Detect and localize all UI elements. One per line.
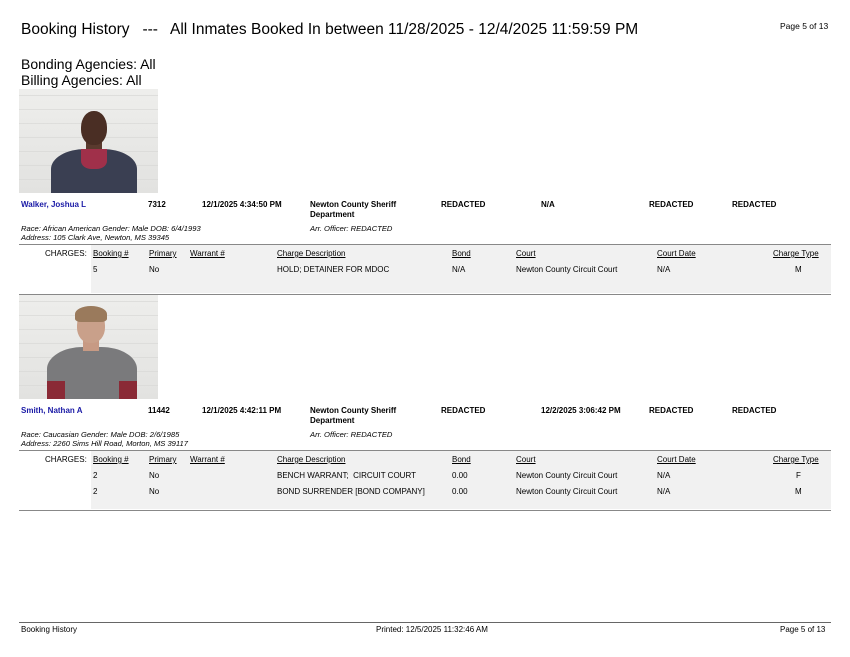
col-charge-type: Charge Type [773,249,819,258]
col-court: Court [516,455,536,464]
release-datetime: N/A [541,200,555,209]
charge-description: BENCH WARRANT; CIRCUIT COURT [277,471,416,480]
inmate-id: 11442 [148,406,170,415]
redacted-field-4: REDACTED [732,406,777,415]
charge-booking-no: 5 [93,265,98,274]
col-primary: Primary [149,455,177,464]
charges-label: CHARGES: [45,455,87,464]
col-charge-type: Charge Type [773,455,819,464]
col-primary: Primary [149,249,177,258]
charge-type: M [795,487,802,496]
charge-bond: 0.00 [452,487,468,496]
footer-divider [19,622,831,623]
redacted-field-4: REDACTED [732,200,777,209]
charge-court-date: N/A [657,265,671,274]
booking-datetime: 12/1/2025 4:42:11 PM [202,406,282,415]
arresting-agency [310,200,396,219]
inmate-demographics: Race: Caucasian Gender: Male DOB: 2/6/1985 [21,430,180,439]
charge-court: Newton County Circuit Court [516,487,618,496]
charge-primary: No [149,471,160,480]
inmate-demographics: Race: African American Gender: Male DOB: 6/4/1993 [21,224,201,233]
inmate-address: Address: 105 Clark Ave, Newton, MS 39345 [21,233,170,242]
col-charge-description: Charge Description [277,455,346,464]
col-bond: Bond [452,249,471,258]
agency-line-2: Department [310,209,355,219]
footer-page-number: Page 5 of 13 [780,625,826,634]
col-bond: Bond [452,455,471,464]
charge-bond: 0.00 [452,471,468,480]
charge-booking-no: 2 [93,487,98,496]
inmate-id: 7312 [148,200,166,209]
charge-type: F [796,471,801,480]
redacted-field-3: REDACTED [649,406,694,415]
inmate-address: Address: 2260 Sims Hill Road, Morton, MS 39117 [21,439,188,448]
col-warrant: Warrant # [190,455,225,464]
col-booking-no: Booking # [93,249,129,258]
inmate-photo-smith [19,295,158,399]
col-court-date: Court Date [657,455,696,464]
charge-court: Newton County Circuit Court [516,265,618,274]
footer-printed-timestamp: Printed: 12/5/2025 11:32:46 AM [376,625,488,634]
charge-description: HOLD; DETAINER FOR MDOC [277,265,390,274]
agency-line-2: Department [310,415,355,425]
arresting-agency [310,406,396,425]
charge-court-date: N/A [657,471,671,480]
charges-label: CHARGES: [45,249,87,258]
charge-type: M [795,265,802,274]
bonding-agencies-filter: Bonding Agencies: All [21,56,156,72]
charge-primary: No [149,487,160,496]
redacted-field-3: REDACTED [649,200,694,209]
section-divider [19,510,831,511]
charge-court: Newton County Circuit Court [516,471,618,480]
redacted-field-1: REDACTED [441,406,486,415]
col-booking-no: Booking # [93,455,129,464]
charge-description: BOND SURRENDER [BOND COMPANY] [277,487,425,496]
col-court-date: Court Date [657,249,696,258]
booking-datetime: 12/1/2025 4:34:50 PM [202,200,282,209]
arresting-officer: Arr. Officer: REDACTED [310,224,393,233]
report-title: Booking History --- All Inmates Booked In between 11/28/2025 - 12/4/2025 11:59:59 PM [21,21,639,38]
charge-booking-no: 2 [93,471,98,480]
inmate-name-link[interactable]: Smith, Nathan A [21,406,83,415]
inmate-name-link[interactable]: Walker, Joshua L [21,200,87,209]
col-warrant: Warrant # [190,249,225,258]
col-charge-description: Charge Description [277,249,346,258]
footer-report-name: Booking History [21,625,78,634]
redacted-field-1: REDACTED [441,200,486,209]
charge-court-date: N/A [657,487,671,496]
agency-line-1: Newton County Sheriff [310,200,397,209]
page-number-top: Page 5 of 13 [780,21,829,31]
arresting-officer: Arr. Officer: REDACTED [310,430,393,439]
charge-primary: No [149,265,160,274]
release-datetime: 12/2/2025 3:06:42 PM [541,406,621,415]
billing-agencies-filter: Billing Agencies: All [21,72,142,88]
col-court: Court [516,249,536,258]
inmate-photo-walker [19,89,158,193]
charge-bond: N/A [452,265,466,274]
agency-line-1: Newton County Sheriff [310,406,397,415]
